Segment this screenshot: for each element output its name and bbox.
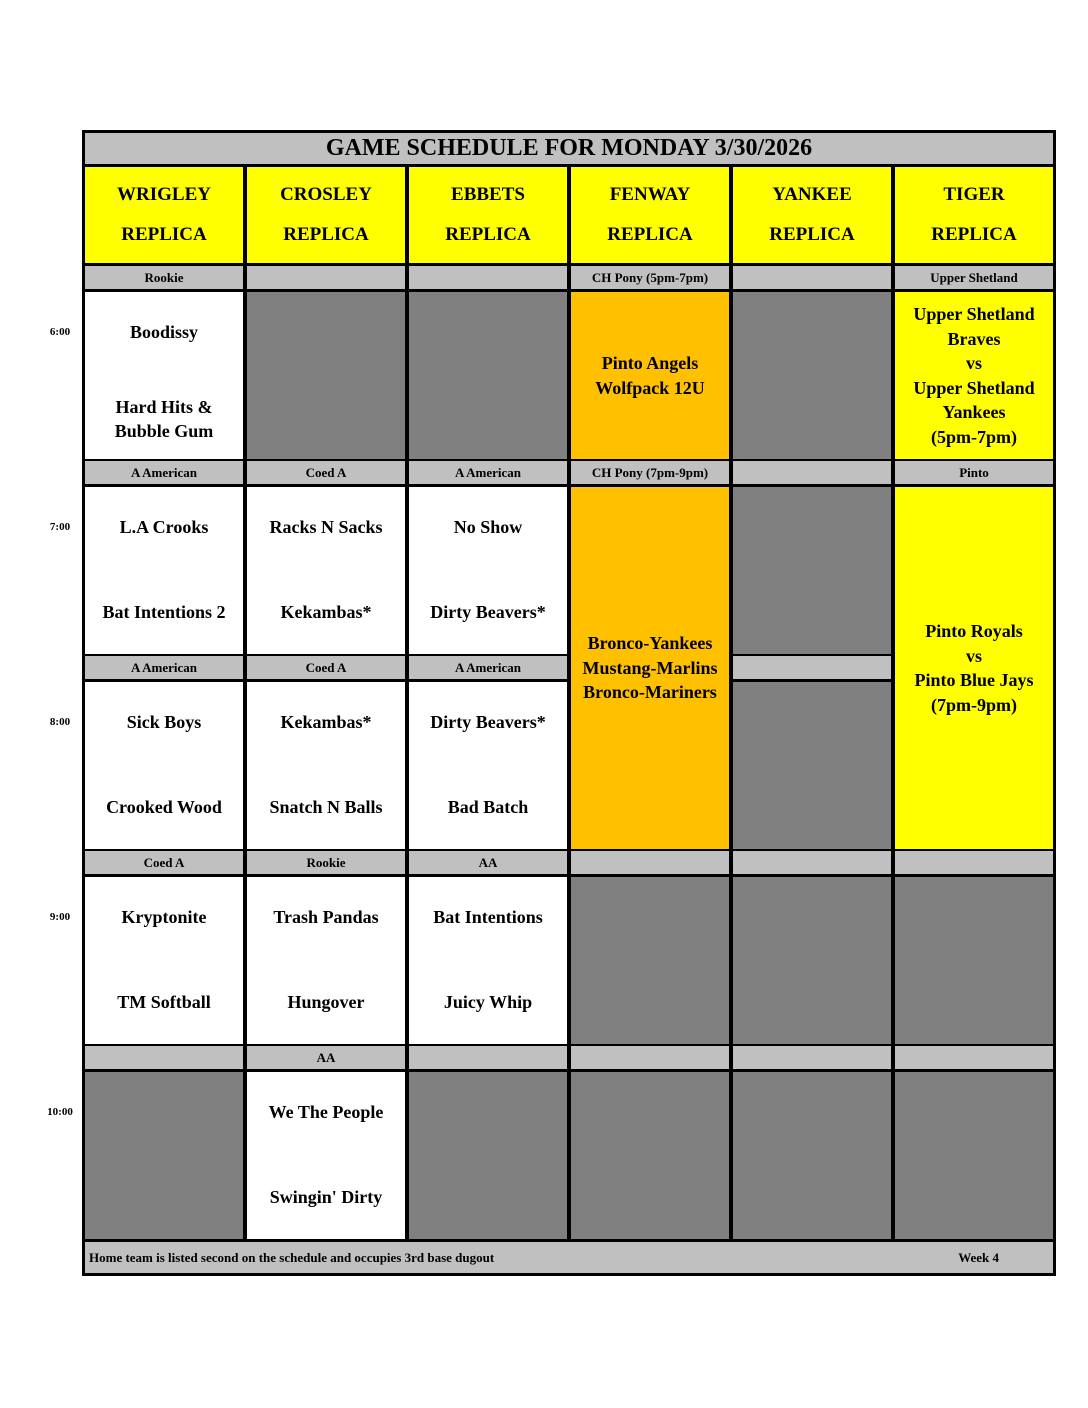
division-label: A American bbox=[85, 461, 243, 484]
away-team: No Show bbox=[453, 517, 523, 537]
team-line: Bronco-Mariners bbox=[583, 682, 717, 703]
away-team: Trash Pandas bbox=[273, 907, 379, 927]
division-label bbox=[733, 851, 891, 874]
division-label: Rookie bbox=[85, 266, 243, 289]
team-line: (7pm-9pm) bbox=[931, 694, 1017, 715]
game-cell bbox=[247, 1072, 405, 1239]
team-line: (5pm-7pm) bbox=[931, 426, 1017, 447]
game-cell bbox=[85, 487, 243, 654]
footer-bar bbox=[85, 1242, 1053, 1273]
fenway-block-2 bbox=[571, 487, 729, 849]
division-label: CH Pony (7pm-9pm) bbox=[571, 461, 729, 484]
week-label: Week 4 bbox=[958, 1249, 999, 1265]
field-header-crosley: CROSLEY REPLICA bbox=[247, 167, 405, 263]
division-label bbox=[85, 1046, 243, 1069]
empty-slot bbox=[409, 1072, 567, 1239]
team-line: Mustang-Marlins bbox=[582, 657, 718, 678]
home-team: Hard Hits & Bubble Gum bbox=[114, 397, 214, 441]
team-line: Upper Shetland bbox=[913, 377, 1035, 398]
away-team: We The People bbox=[268, 1102, 384, 1122]
division-label: Upper Shetland bbox=[895, 266, 1053, 289]
division-label bbox=[733, 1046, 891, 1069]
time-9pm: 9:00 bbox=[49, 911, 71, 923]
empty-slot bbox=[571, 877, 729, 1044]
fenway-block-1 bbox=[571, 292, 729, 459]
away-team: Kryptonite bbox=[121, 907, 207, 927]
time-6pm: 6:00 bbox=[49, 326, 71, 338]
field-header-ebbets: EBBETS REPLICA bbox=[409, 167, 567, 263]
team-line: Pinto Angels bbox=[601, 353, 699, 373]
away-team: Racks N Sacks bbox=[269, 517, 383, 537]
field-header-tiger: TIGER REPLICA bbox=[895, 167, 1053, 263]
home-team: Crooked Wood bbox=[106, 797, 222, 817]
time-10pm: 10:00 bbox=[47, 1106, 73, 1118]
empty-slot bbox=[895, 1072, 1053, 1239]
time-7pm: 7:00 bbox=[49, 521, 71, 533]
tiger-block-1 bbox=[895, 292, 1053, 459]
division-label bbox=[895, 851, 1053, 874]
team-line: Yankees bbox=[942, 402, 1006, 422]
home-team: Swingin' Dirty bbox=[269, 1187, 383, 1207]
empty-slot bbox=[409, 292, 567, 459]
page-title: GAME SCHEDULE FOR MONDAY 3/30/2026 bbox=[85, 133, 1053, 164]
away-team: Bat Intentions bbox=[433, 907, 543, 927]
team-line: Upper Shetland bbox=[913, 304, 1035, 324]
division-label: AA bbox=[409, 851, 567, 874]
time-8pm: 8:00 bbox=[49, 716, 71, 728]
game-cell bbox=[247, 682, 405, 849]
home-team: TM Softball bbox=[117, 992, 211, 1012]
game-cell bbox=[409, 682, 567, 849]
division-label bbox=[733, 656, 891, 679]
empty-slot bbox=[247, 292, 405, 459]
team-line: vs bbox=[965, 645, 982, 666]
division-label: CH Pony (5pm-7pm) bbox=[571, 266, 729, 289]
game-cell bbox=[409, 487, 567, 654]
empty-slot bbox=[895, 877, 1053, 1044]
division-label bbox=[895, 1046, 1053, 1069]
tiger-block-2 bbox=[895, 487, 1053, 849]
team-line: Pinto Royals bbox=[925, 621, 1023, 641]
away-team: L.A Crooks bbox=[119, 517, 209, 537]
division-label: Pinto bbox=[895, 461, 1053, 484]
division-label: Coed A bbox=[85, 851, 243, 874]
home-team: Kekambas* bbox=[280, 602, 372, 622]
game-cell bbox=[85, 877, 243, 1044]
division-label bbox=[733, 461, 891, 484]
division-label bbox=[571, 851, 729, 874]
division-label: A American bbox=[409, 656, 567, 679]
game-cell bbox=[85, 682, 243, 849]
division-label bbox=[409, 1046, 567, 1069]
empty-slot bbox=[733, 487, 891, 654]
field-header-wrigley: WRIGLEY REPLICA bbox=[85, 167, 243, 263]
home-team: Juicy Whip bbox=[443, 992, 533, 1012]
division-label bbox=[571, 1046, 729, 1069]
home-team: Bad Batch bbox=[447, 797, 529, 817]
team-line: Bronco-Yankees bbox=[587, 633, 713, 654]
home-team: Hungover bbox=[287, 992, 365, 1012]
field-header-yankee: YANKEE REPLICA bbox=[733, 167, 891, 263]
division-label bbox=[409, 266, 567, 289]
game-cell bbox=[247, 877, 405, 1044]
division-label: Coed A bbox=[247, 461, 405, 484]
empty-slot bbox=[733, 1072, 891, 1239]
division-label: Coed A bbox=[247, 656, 405, 679]
field-header-fenway: FENWAY REPLICA bbox=[571, 167, 729, 263]
team-line: Pinto Blue Jays bbox=[914, 670, 1034, 690]
team-line: vs bbox=[965, 353, 982, 373]
schedule-table bbox=[82, 130, 1056, 1276]
empty-slot bbox=[733, 877, 891, 1044]
away-team: Boodissy bbox=[129, 322, 199, 342]
division-label: A American bbox=[85, 656, 243, 679]
game-cell bbox=[409, 877, 567, 1044]
team-line: Wolfpack 12U bbox=[595, 377, 705, 398]
home-team: Snatch N Balls bbox=[269, 797, 383, 817]
home-team: Dirty Beavers* bbox=[430, 602, 546, 622]
division-label bbox=[733, 266, 891, 289]
footer-note: Home team is listed second on the schedule and occupies 3rd base dugout bbox=[89, 1249, 495, 1265]
empty-slot bbox=[571, 1072, 729, 1239]
away-team: Sick Boys bbox=[126, 712, 202, 732]
division-label: AA bbox=[247, 1046, 405, 1069]
empty-slot bbox=[85, 1072, 243, 1239]
home-team: Bat Intentions 2 bbox=[102, 602, 226, 622]
empty-slot bbox=[733, 292, 891, 459]
team-line: Braves bbox=[947, 328, 1001, 349]
division-label: Rookie bbox=[247, 851, 405, 874]
division-label: A American bbox=[409, 461, 567, 484]
game-cell bbox=[85, 292, 243, 459]
away-team: Kekambas* bbox=[280, 712, 372, 732]
empty-slot bbox=[733, 682, 891, 849]
game-cell bbox=[247, 487, 405, 654]
away-team: Dirty Beavers* bbox=[430, 712, 546, 732]
division-label bbox=[247, 266, 405, 289]
